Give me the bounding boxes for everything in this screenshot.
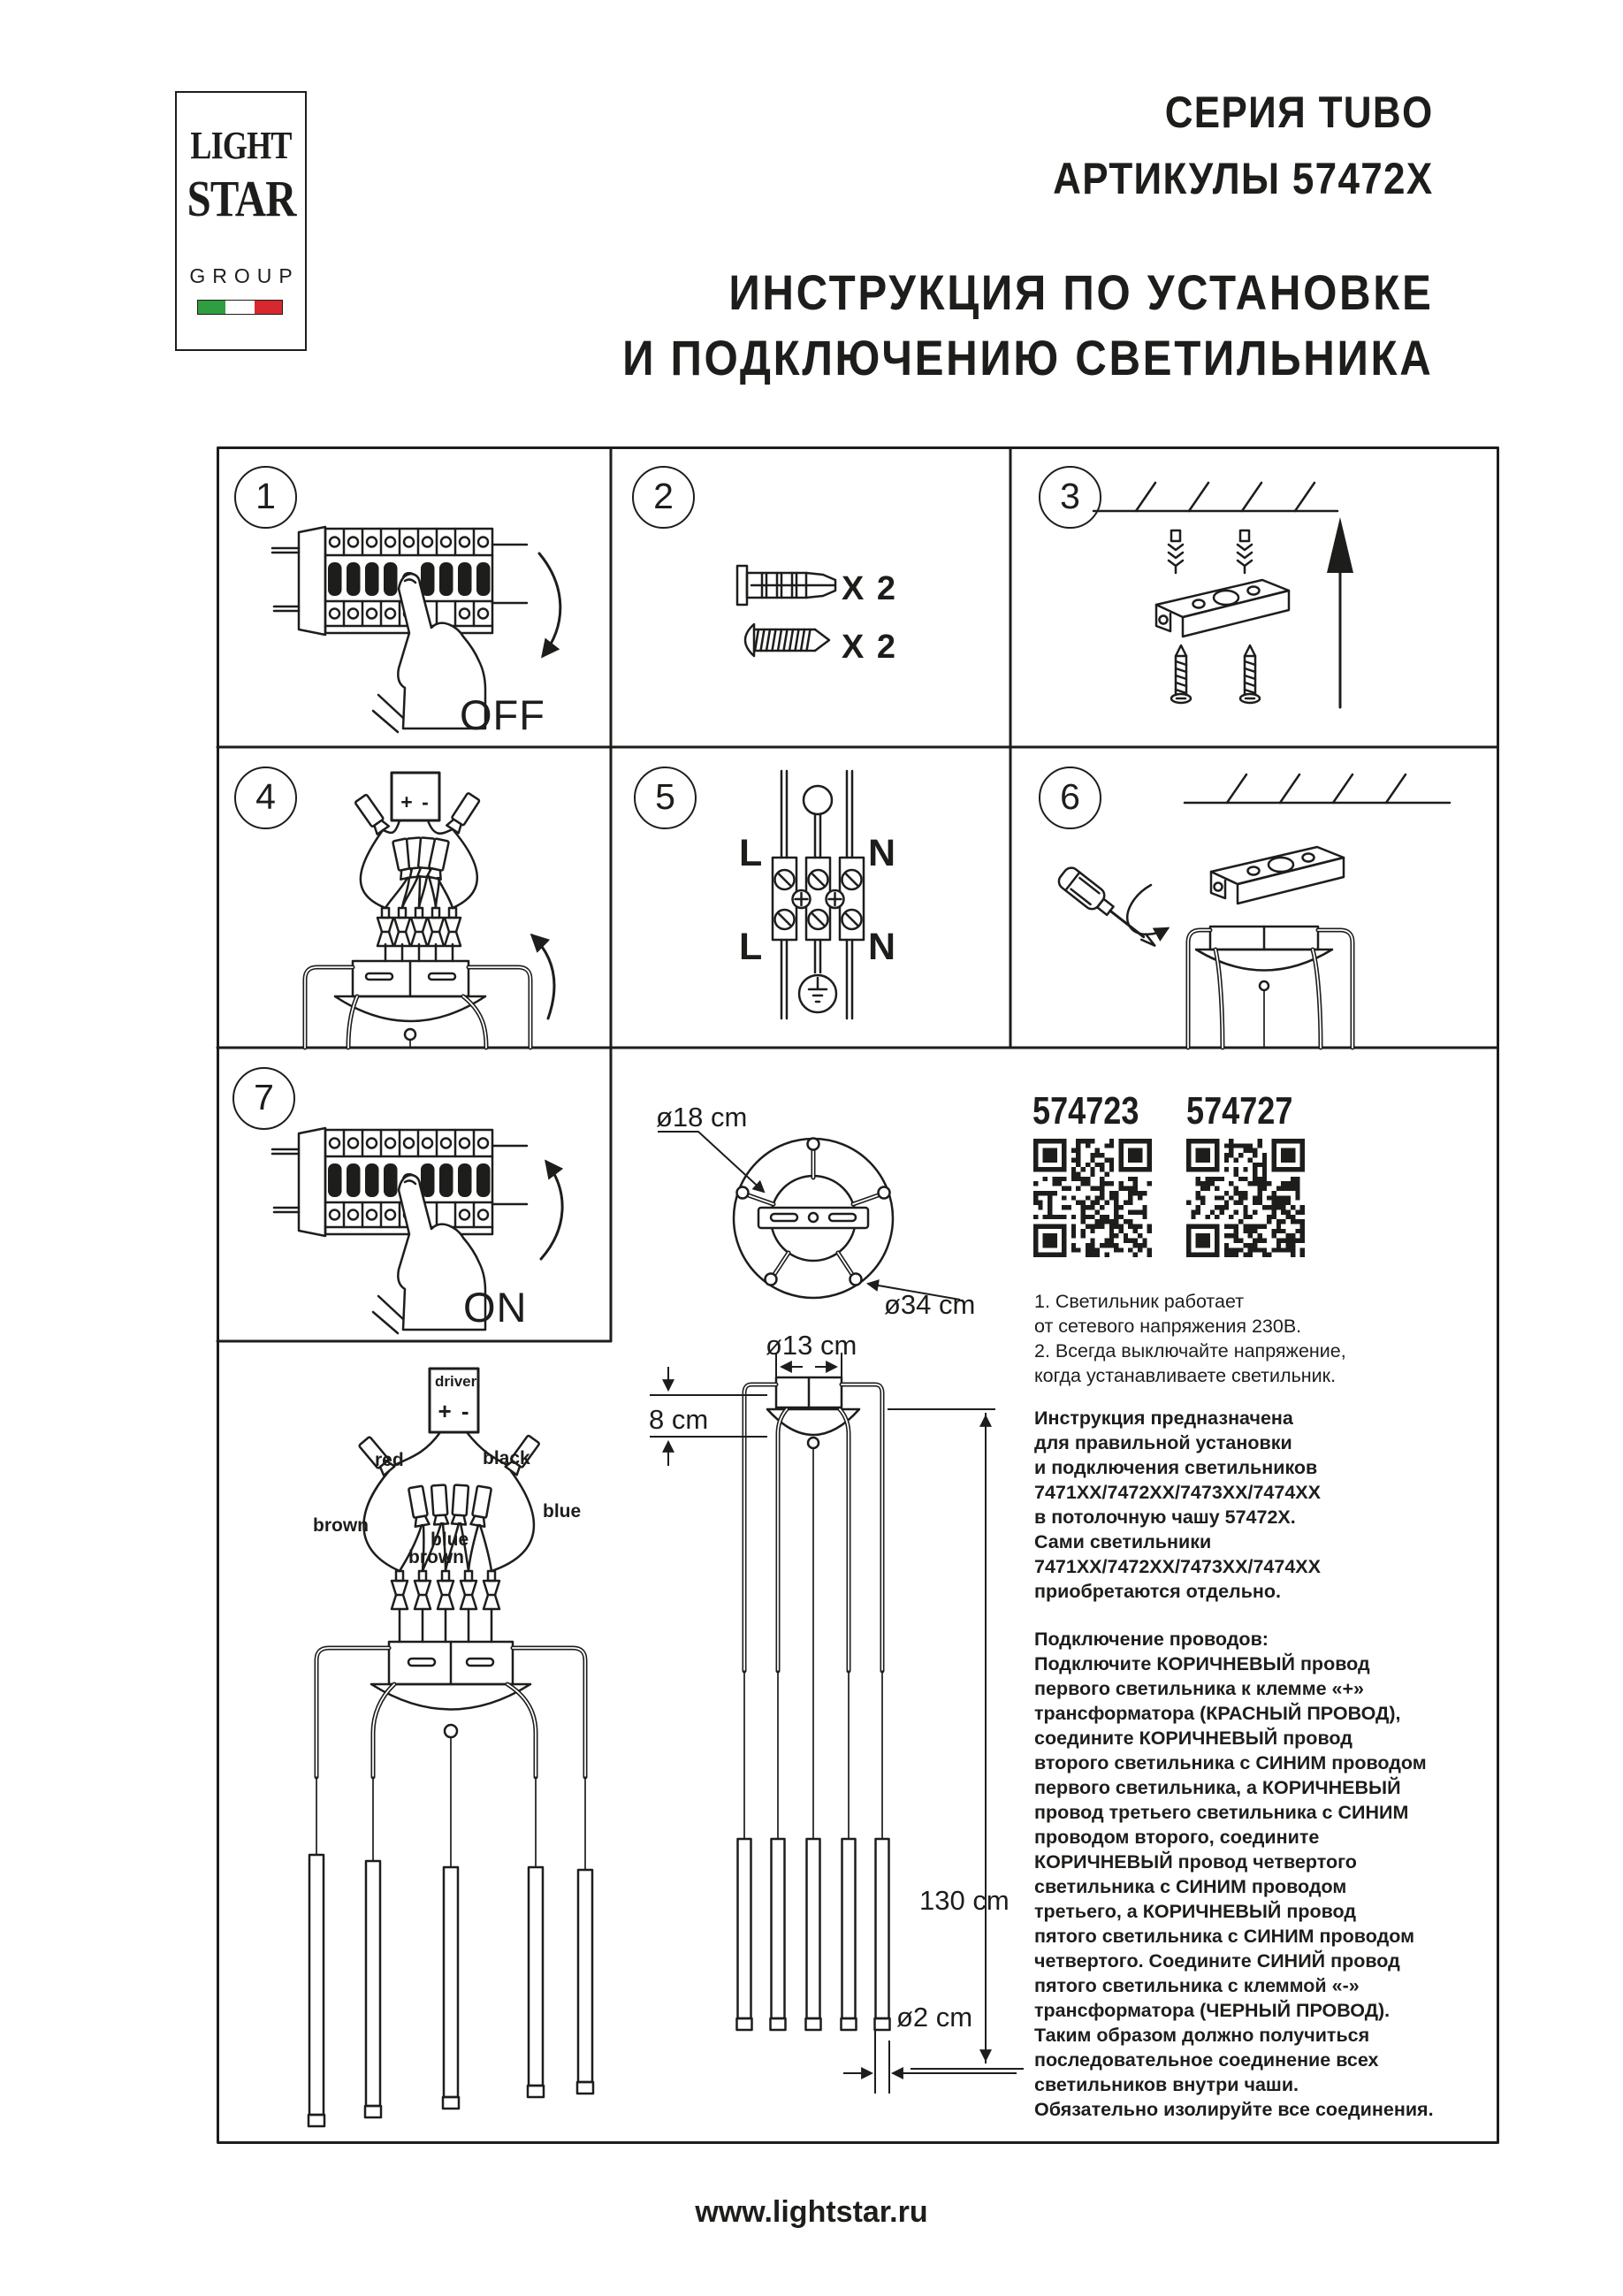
driver-box-label: driver [435,1373,477,1390]
terminal-l-top-label: L [739,832,763,874]
blue-wire-right-label: blue [543,1501,582,1522]
step-6-number: 6 [1039,767,1101,829]
wiring-diagram [309,1369,593,2126]
driver-box-polarity: + - [438,1398,471,1424]
description-text: Инструкция предназначена для правильной установки и подключения светильников 7471XX/7472XX/7473XX/7474XX в потолочную чашу 57472X. Сами светильники 7471XX/7472XX/7473XX/7474XX приобретаются отдельно. [1034,1407,1321,1602]
panel-6-fixing-illustration [1055,774,1450,1048]
panel-3-mounting-illustration [1093,483,1353,707]
dimension-lines [650,1132,1024,2094]
articles-title: АРТИКУЛЫ 57472X [1053,154,1434,203]
terminal-l-bottom-label: L [739,926,763,968]
panel-5-terminal-illustration [773,771,864,1018]
website-link: www.lightstar.ru [695,2195,928,2229]
terminal-n-bottom-label: N [868,926,896,968]
step-4-number: 4 [234,767,297,829]
blue-wire-center-label: blue [431,1529,469,1550]
qr-code-left [1033,1139,1152,1257]
tube-diameter-label: ø2 cm [896,2002,973,2033]
pendant-height-label: 130 cm [919,1885,1010,1916]
top-view-diagram [734,1139,893,1299]
off-label: OFF [460,691,545,738]
page-title-line1: ИНСТРУКЦИЯ ПО УСТАНОВКЕ [728,264,1434,320]
logo-star: STAR [187,170,296,227]
flag-green [198,301,225,314]
black-wire-label: black [483,1448,530,1468]
header [512,87,1434,386]
driver-polarity-label: + - [400,790,431,813]
step-5-number: 5 [634,767,697,829]
page-title-line2: И ПОДКЛЮЧЕНИЮ СВЕТИЛЬНИКА [622,330,1434,385]
series-title: СЕРИЯ TUBO [1165,88,1434,137]
side-view-diagram [737,1377,890,2030]
on-label: ON [463,1284,528,1331]
connection-instructions: Подключение проводов: Подключите КОРИЧНЕВЫЙ провод первого светильника к клемме «+» трансформатора (КРАСНЫЙ ПРОВОД), соедините КОРИЧНЕВЫЙ провод второго светильника с СИНИМ проводом первого светильника, а КОРИЧНЕВЫЙ провод третьего светильника с СИНИМ проводом второго, соедините КОРИЧНЕВЫЙ провод четвертого светильника с СИНИМ проводом третьего, а КОРИЧНЕВЫЙ провод пятого светильника с СИНИМ проводом четвертого. Соедините СИНИЙ провод пятого светильника с клеммой «-» трансформатора (ЧЕРНЫЙ ПРОВОД). Таким образом должно получиться последовательное соединение всех светильников внутри чаши. Обязательно изолируйте все соединения. [1034,1629,1434,2120]
anchor-quantity: X 2 [842,570,898,607]
step-3-number: 3 [1039,466,1101,529]
lightstar-logo [175,91,307,351]
terminal-n-top-label: N [868,832,896,874]
brown-wire-left-label: brown [313,1515,369,1536]
panel-2-hardware-illustration [737,566,835,656]
flag-white [225,301,254,314]
logo-group: GROUP [189,264,300,287]
outer-diameter-label: ø34 cm [884,1289,976,1320]
step-7-number: 7 [232,1067,295,1130]
brown-wire-center-label: brown [408,1547,464,1568]
step-1-number: 1 [234,466,297,529]
red-wire-label: red [375,1450,404,1470]
step-2-number: 2 [632,466,695,529]
product-code-574727: 574727 [1186,1089,1293,1133]
logo-light: LIGHT [190,124,292,167]
canopy-height-label: 8 cm [649,1404,709,1435]
screw-quantity: X 2 [842,629,898,666]
canopy-diameter-label: ø13 cm [766,1330,857,1361]
inner-diameter-label: ø18 cm [656,1102,748,1133]
qr-code-right [1186,1139,1305,1257]
product-code-574723: 574723 [1032,1089,1139,1133]
italian-flag-bar [197,300,283,315]
safety-notes: 1. Светильник работает от сетевого напряжения 230В. 2. Всегда выключайте напряжение, когда устанавливаете светильник. [1034,1291,1346,1386]
flag-red [255,301,282,314]
